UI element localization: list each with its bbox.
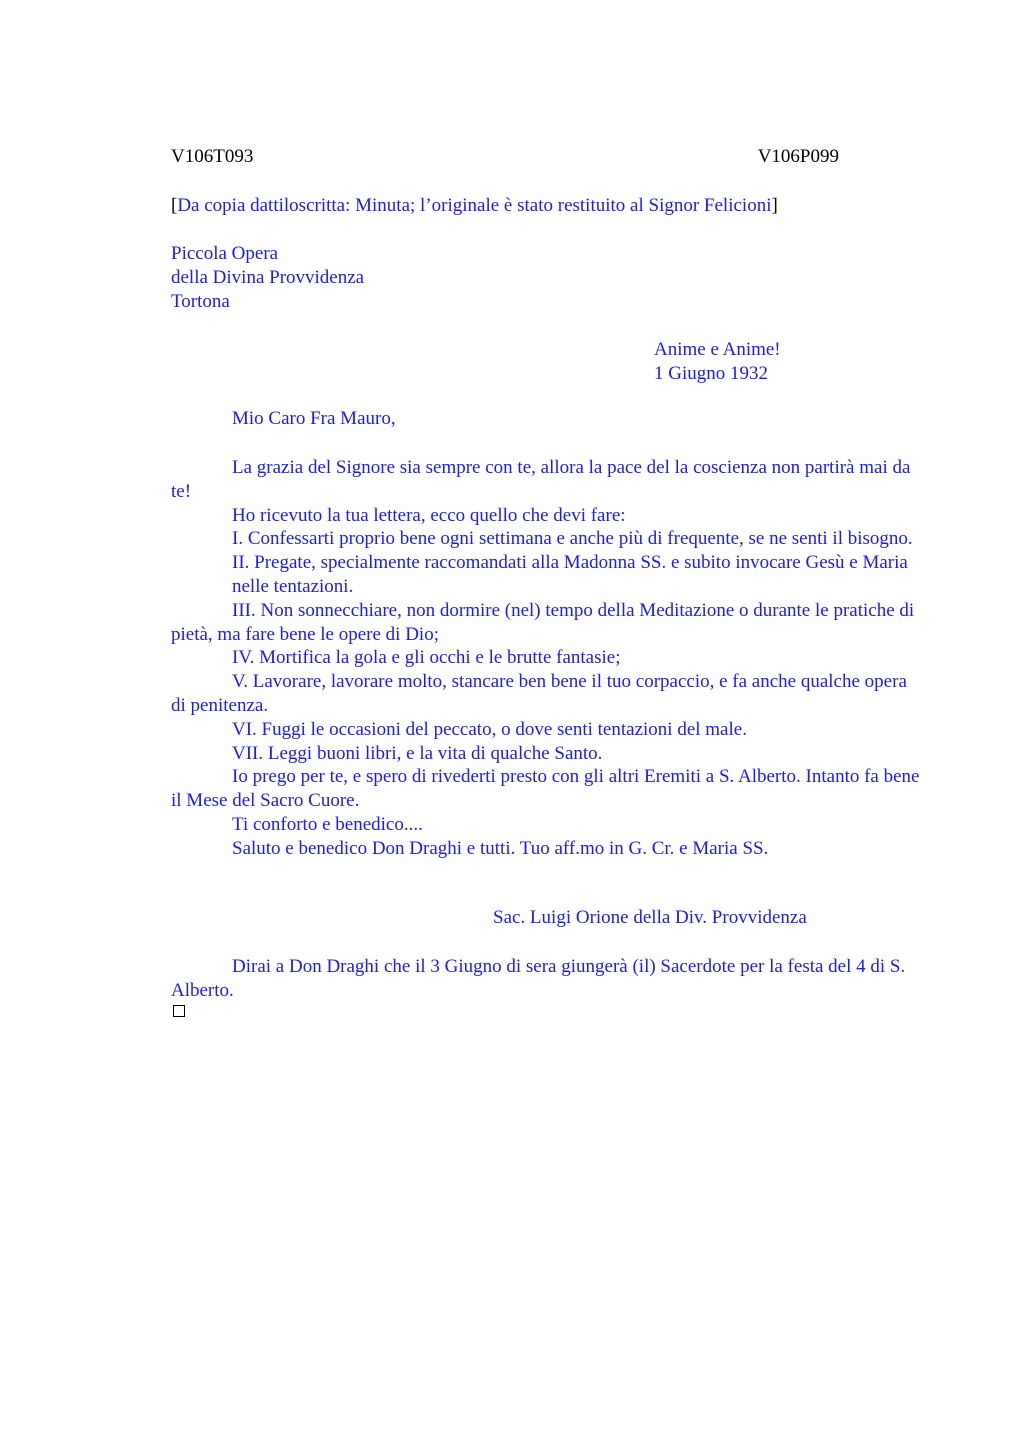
body-paragraph: Saluto e benedico Don Draghi e tutti. Tuo aff.mo in G. Cr. e Maria SS. (232, 837, 769, 859)
archive-codes (171, 146, 839, 170)
letter-body (171, 456, 923, 861)
motto: Anime e Anime! (654, 339, 781, 360)
list-item: II. Pregate, specialmente raccomandati alla Madonna SS. e subito invocare Gesù e Maria nelle tentazioni. (232, 552, 908, 597)
list-item: VI. Fuggi le occasioni del peccato, o dove senti tentazioni del male. (232, 718, 747, 740)
address-line: Tortona (171, 291, 230, 312)
note-open-bracket: [ (171, 195, 178, 216)
body-paragraph: La grazia del Signore sia sempre con te, allora la pace del la coscienza non partirà mai da te! (171, 457, 911, 502)
dateline (654, 338, 781, 386)
address-line: della Divina Provvidenza (171, 267, 365, 288)
archive-code-left: V106T093 (171, 146, 254, 167)
body-paragraph: Ho ricevuto la tua lettera, ecco quello che devi fare: (232, 504, 626, 526)
list-item: IV. Mortifica la gola e gli occhi e le brutte fantasie; (232, 647, 621, 669)
body-paragraph: Ti conforto e benedico.... (232, 813, 423, 835)
note-close-bracket: ] (771, 195, 778, 216)
list-item: VII. Leggi buoni libri, e la vita di qualche Santo. (232, 742, 603, 764)
letterhead-address (171, 242, 364, 314)
archive-code-right: V106P099 (757, 146, 839, 167)
list-item: I. Confessarti proprio bene ogni settimana e anche più di frequente, se ne senti il bisogno. (232, 528, 913, 550)
signature: Sac. Luigi Orione della Div. Provvidenza (493, 907, 807, 928)
list-item: V. Lavorare, lavorare molto, stancare ben bene il tuo corpaccio, e fa anche qualche opera di penitenza. (171, 671, 907, 716)
address-line: Piccola Opera (171, 243, 279, 264)
body-paragraph: Io prego per te, e spero di rivederti presto con gli altri Eremiti a S. Alberto. Intanto fa bene il Mese del Sacro Cuore. (171, 766, 920, 812)
letter-date: 1 Giugno 1932 (654, 363, 768, 384)
postscript: Dirai a Don Draghi che il 3 Giugno di sera giungerà (il) Sacerdote per la festa del 4 di S. Alberto. (171, 956, 906, 1001)
end-marker-box (173, 1005, 185, 1017)
list-item: III. Non sonnecchiare, non dormire (nel) tempo della Meditazione o durante le pratiche di pietà, ma fare bene le opere di Dio; (171, 599, 915, 645)
note-text: Da copia dattiloscritta: Minuta; l’originale è stato restituito al Signor Felicioni (177, 195, 772, 216)
greeting: Mio Caro Fra Mauro, (232, 408, 396, 429)
document-page (171, 0, 923, 1450)
editorial-note (171, 195, 778, 217)
